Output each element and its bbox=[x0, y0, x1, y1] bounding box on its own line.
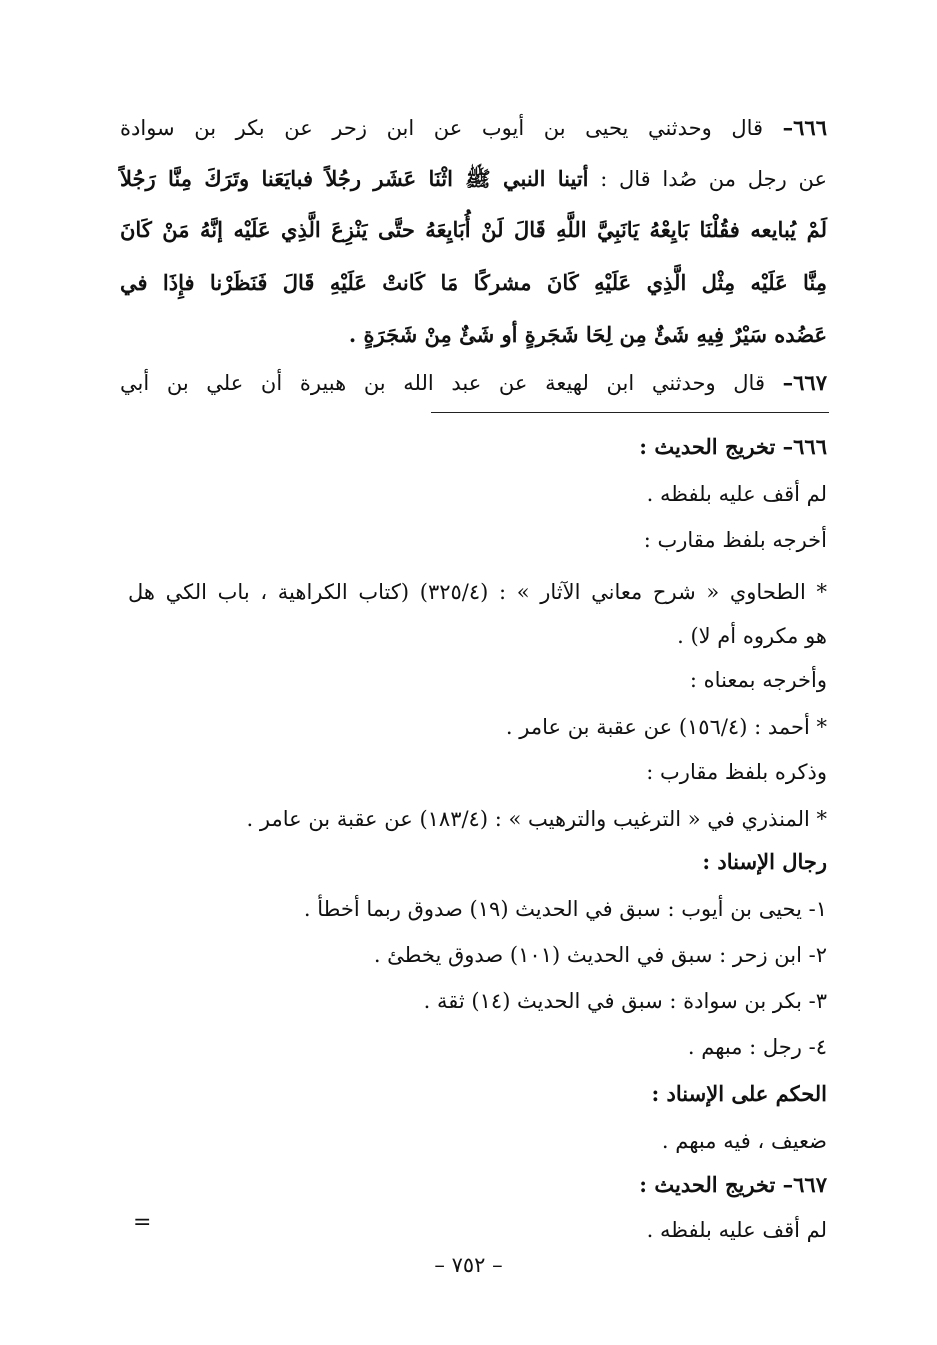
note-heading-rijal: رجال الإسناد : bbox=[702, 849, 827, 874]
hadith-667-line-1 bbox=[120, 363, 827, 403]
note-line: لم أقف عليه بلفظه . bbox=[646, 1218, 827, 1242]
note-line: * الطحاوي « شرح معاني الآثار » : (٣٢٥/٤) (كتاب الكراهية ، باب الكي هل bbox=[128, 580, 828, 604]
hadith-666-matn-3: مِنَّا عَلَيْه مِثْل الَّذِي عَلَيْهِ كَانَ مشركًا مَا كَانتْ عَلَيْهِ قَالَ فَنَظَرْنا فإِذَا في bbox=[120, 270, 827, 295]
note-heading-takhrij-666: ٦٦٦– تخريج الحديث : bbox=[639, 434, 827, 459]
narrator-line: ٤- رجل : مبهم . bbox=[687, 1035, 827, 1059]
note-line: أخرجه بلفظ مقارب : bbox=[643, 528, 827, 552]
note-line: * المنذري في « الترغيب والترهيب » : (١٨٣/٤) عن عقبة بن عامر . bbox=[246, 807, 827, 831]
hadith-666-matn-2: لَمْ يُبايعه فقُلْنَا بَايِعْهُ يَانَبِيَّ اللَّهِ قَالَ لَنْ أُبَايِعَهُ حتَّى يَنْزِعَ الَّذِي عَلَيْه إنَّهُ مَنْ كَانَ bbox=[120, 217, 827, 242]
footnote-separator bbox=[431, 412, 829, 413]
hadith-666-matn-1: أتينا النبي ﷺ اثْنَا عَشَر رجُلاً فبايَعَنا وتَرَكَ مِنَّا رَجُلاً bbox=[120, 166, 589, 191]
note-line: لم أقف عليه بلفظه . bbox=[646, 482, 827, 506]
note-heading-hukm: الحكم على الإسناد : bbox=[651, 1081, 827, 1106]
note-line: وأخرجه بمعناه : bbox=[689, 668, 827, 692]
page-number: – ٧٥٢ – bbox=[434, 1253, 503, 1277]
note-line: * أحمد : (١٥٦/٤) عن عقبة بن عامر . bbox=[505, 715, 827, 739]
hadith-666-line-1 bbox=[120, 108, 827, 148]
hadith-666-isnad-2: عن رجل من صُدا قال : bbox=[600, 167, 827, 191]
note-line: ضعيف ، فيه مبهم . bbox=[661, 1129, 827, 1153]
narrator-line: ٢- ابن زحر : سبق في الحديث (١٠١) صدوق يخطئ . bbox=[373, 943, 827, 967]
hadith-667-isnad-1: قال وحدثني ابن لهيعة عن عبد الله بن هبيرة أن علي بن أبي bbox=[120, 371, 765, 395]
hadith-666-line-2 bbox=[120, 159, 827, 199]
hadith-666-number: ٦٦٦– bbox=[782, 115, 827, 140]
hadith-666-matn-4: عَضُده سَيْرٌ فِيهِ شَئٌ مِن لِحَا شَجَرةٍ أو شَئٌ مِنْ شَجَرَةٍ . bbox=[348, 322, 827, 347]
note-line: هو مكروه أم لا) . bbox=[677, 624, 827, 648]
narrator-line: ٣- بكر بن سوادة : سبق في الحديث (١٤) ثقة . bbox=[423, 989, 827, 1013]
continuation-mark: = bbox=[133, 1210, 152, 1235]
narrator-line: ١- يحيى بن أيوب : سبق في الحديث (١٩) صدوق ربما أخطأ . bbox=[303, 897, 827, 921]
hadith-667-number: ٦٦٧– bbox=[782, 370, 827, 395]
note-line: وذكره بلفظ مقارب : bbox=[646, 760, 827, 784]
hadith-666-isnad-1: قال وحدثني يحيى بن أيوب عن ابن زحر عن بكر بن سوادة bbox=[120, 116, 764, 140]
note-heading-takhrij-667: ٦٦٧– تخريج الحديث : bbox=[639, 1172, 827, 1197]
